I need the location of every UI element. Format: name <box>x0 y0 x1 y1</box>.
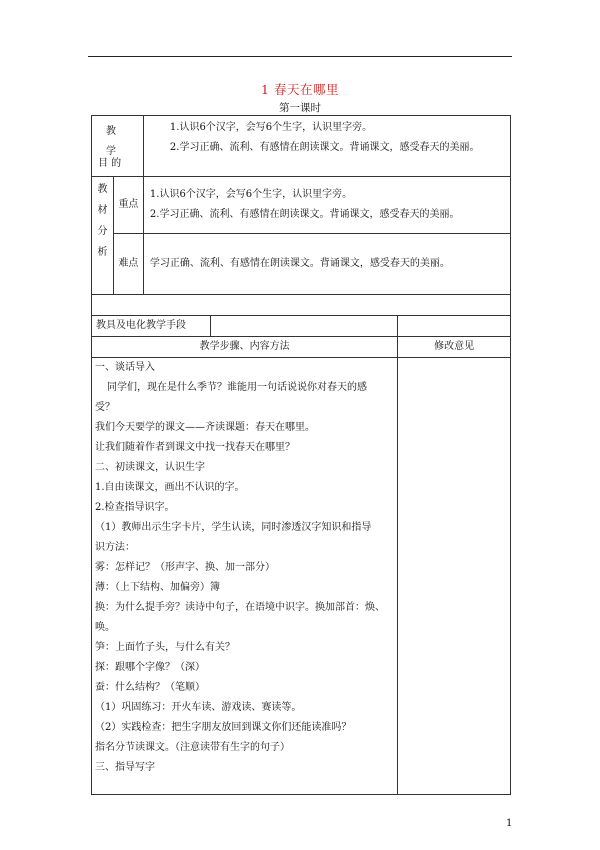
step-line: 三、指导写字 <box>95 762 155 773</box>
objectives-row <box>92 116 511 177</box>
step-line: （2）实践检查：把生字朋友放回到课文你们还能读准吗？ <box>95 722 352 733</box>
tools-cell <box>92 316 398 337</box>
step-line: 2.检查指导识字。 <box>95 502 175 513</box>
page-subtitle: 第一课时 <box>279 102 321 114</box>
objectives-content <box>143 116 510 177</box>
analysis-side-label <box>92 177 114 295</box>
step-line: 笋：上面竹子头，与什么有关？ <box>95 642 235 653</box>
step-line: 让我们随着作者到课文中找一找春天在哪里？ <box>95 442 295 453</box>
steps-row <box>92 358 511 795</box>
difficult-points-label: 难点 <box>113 234 143 295</box>
step-line: 薄：（上下结构、加偏旁）簿 <box>95 582 220 593</box>
step-line: 唤。 <box>95 622 115 633</box>
objectives-label-cell <box>92 116 144 177</box>
step-line: 蚕：什么结构？（笔顺） <box>95 682 205 693</box>
step-line: 换：为什么提手旁？读诗中句子，在语境中识字。换加部首：焕、 <box>95 602 385 613</box>
header-rule <box>88 56 512 57</box>
analysis-side-char: 分 <box>97 226 108 237</box>
step-line: 同学们，现在是什么季节？谁能用一句话说说你对春天的感 <box>107 382 367 393</box>
step-line: 受？ <box>95 402 115 413</box>
key-points-row <box>92 177 511 234</box>
step-line: 指名分节读课文。（注意读带有生字的句子） <box>95 742 290 753</box>
step-line: （1）教师出示生字卡片，学生认读，同时渗透汉字知识和指导 <box>95 522 372 533</box>
spacer-row <box>92 295 511 316</box>
revision-header: 修改意见 <box>398 337 511 358</box>
steps-content <box>92 358 398 795</box>
key-points-content <box>143 177 510 234</box>
tools-extra-cell <box>398 316 511 337</box>
analysis-side-char: 教 <box>97 184 108 195</box>
analysis-side-char: 析 <box>97 247 108 258</box>
analysis-side-char: 材 <box>97 205 108 216</box>
tools-label: 教具及电化教学手段 <box>92 316 211 336</box>
tools-value <box>211 316 397 336</box>
objectives-label-top: 教 学 <box>106 126 122 157</box>
objectives-label-bottom: 目 的 <box>98 158 122 169</box>
steps-header: 教学步骤、内容方法 <box>92 337 398 358</box>
revision-notes-cell <box>398 358 511 795</box>
step-line: 识方法： <box>95 542 135 553</box>
difficult-points-row <box>92 234 511 295</box>
step-line: 1.自由读课文，画出不认识的字。 <box>95 482 245 493</box>
difficult-points-content: 学习正确、流利、有感情在朗读课文。背诵课文，感受春天的美丽。 <box>143 234 510 295</box>
key-point-item: 2.学习正确、流利、有感情在朗读课文。背诵课文，感受春天的美丽。 <box>149 209 460 220</box>
page-number: 1 <box>506 818 513 829</box>
spacer-cell <box>92 295 511 316</box>
step-line: 探：跟哪个字像？（深） <box>95 662 205 673</box>
objective-item: 2.学习正确、流利、有感情在朗读课文。背诵课文，感受春天的美丽。 <box>169 142 480 153</box>
key-point-item: 1.认识6个汉字，会写6个生字，认识里字旁。 <box>149 189 353 200</box>
tools-row <box>92 316 511 337</box>
step-line: 一、谈话导入 <box>95 362 155 373</box>
page-title: 1 春天在哪里 <box>261 82 339 97</box>
steps-header-row <box>92 337 511 358</box>
key-points-label: 重点 <box>113 177 143 234</box>
step-line: （1）巩固练习：开火车读、游戏读、赛读等。 <box>95 702 302 713</box>
step-line: 雾：怎样记？（形声字、换、加一部分） <box>95 562 275 573</box>
step-line: 二、初读课文，认识生字 <box>95 462 205 473</box>
lesson-plan-table <box>91 115 511 795</box>
step-line: 我们今天要学的课文——齐读课题：春天在哪里。 <box>95 422 315 433</box>
objective-item: 1.认识6个汉字，会写6个生字，认识里字旁。 <box>169 122 373 133</box>
